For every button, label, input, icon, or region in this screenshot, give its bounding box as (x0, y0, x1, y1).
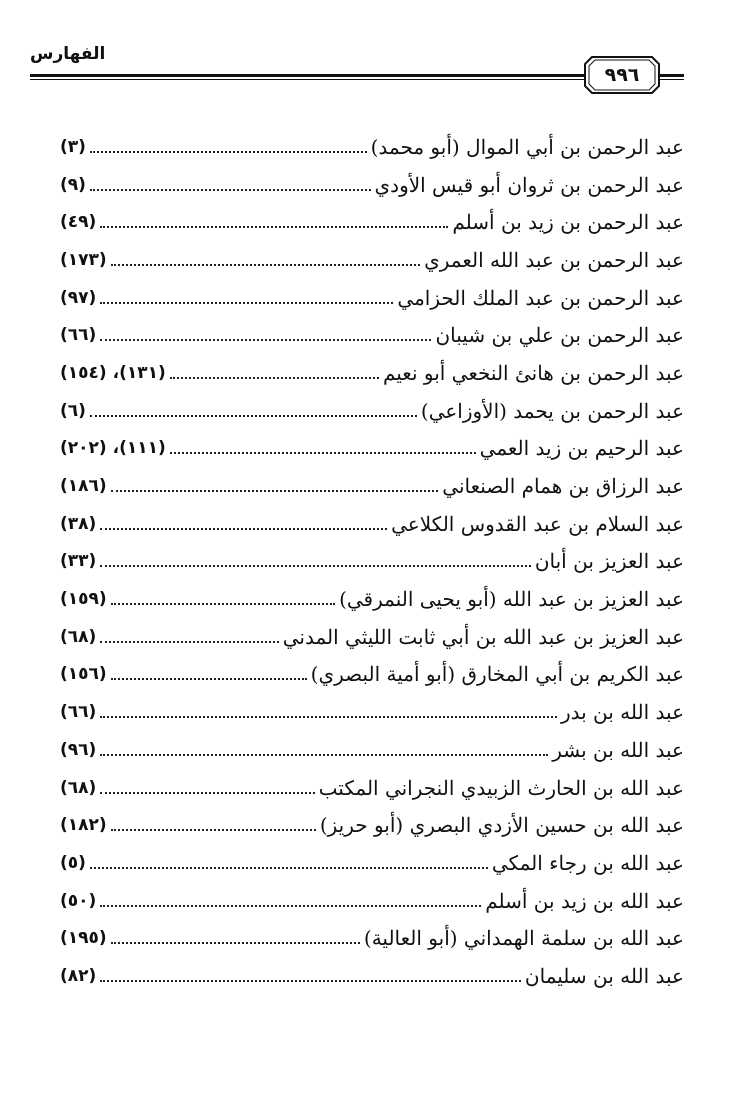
entry-pages: (٦٦) (60, 325, 97, 346)
dot-leader (100, 339, 431, 341)
index-entry (60, 882, 684, 920)
dot-leader (100, 754, 548, 756)
index-entries (60, 128, 684, 995)
entry-pages: (٩) (60, 174, 86, 195)
index-entry (60, 316, 684, 354)
entry-name: عبد الله بن زيد بن أسلم (485, 888, 684, 913)
entry-pages: (٣٣) (60, 551, 97, 572)
index-entry (60, 769, 684, 807)
entry-name: عبد الرحمن بن علي بن شيبان (435, 323, 684, 348)
entry-pages: (٦) (60, 400, 86, 421)
dot-leader (90, 867, 488, 869)
entry-pages: (٩٧) (60, 287, 97, 308)
dot-leader (111, 490, 439, 492)
entry-pages: (٥٠) (60, 890, 97, 911)
entry-name: عبد الرزاق بن همام الصنعاني (442, 474, 684, 499)
entry-pages: (٦٦) (60, 702, 97, 723)
entry-name: عبد الرحمن بن زيد بن أسلم (452, 210, 684, 235)
section-title: الفهارس (30, 44, 106, 64)
entry-name: عبد الله بن الحارث الزبيدي النجراني المكتب (318, 775, 684, 800)
index-entry (60, 957, 684, 995)
entry-pages: (١٨٦) (60, 476, 107, 497)
entry-name: عبد العزيز بن عبد الله (أبو يحيى النمرقي) (339, 587, 684, 612)
index-entry (60, 580, 684, 618)
dot-leader (100, 302, 393, 304)
entry-name: عبد الرحمن بن أبي الموال (أبو محمد) (370, 134, 684, 159)
dot-leader (100, 226, 448, 228)
entry-name: عبد الرحيم بن زيد العمي (479, 436, 684, 461)
entry-pages: (٨٢) (60, 965, 97, 986)
dot-leader (100, 565, 531, 567)
dot-leader (111, 264, 420, 266)
dot-leader (170, 452, 476, 454)
entry-name: عبد الله بن بدر (560, 700, 684, 725)
entry-name: عبد الرحمن بن ثروان أبو قيس الأودي (374, 172, 684, 197)
entry-pages: (٤٩) (60, 212, 97, 233)
entry-name: عبد الله بن سلمة الهمداني (أبو العالية) (363, 926, 684, 951)
entry-name: عبد السلام بن عبد القدوس الكلاعي (391, 511, 684, 536)
page-number: ٩٩٦ (604, 64, 640, 86)
entry-pages: (٦٨) (60, 626, 97, 647)
index-entry (60, 392, 684, 430)
entry-name: عبد الله بن بشر (552, 737, 684, 762)
index-entry (60, 656, 684, 694)
entry-pages: (١١١)، (٢٠٢) (60, 438, 166, 459)
entry-name: عبد الله بن رجاء المكي (491, 850, 684, 875)
index-entry (60, 806, 684, 844)
header-rule-thick (30, 74, 590, 77)
index-entry (60, 731, 684, 769)
header-rule-thin (30, 79, 590, 80)
entry-pages: (١٣١)، (١٥٤) (60, 362, 166, 383)
entry-name: عبد الرحمن بن عبد الملك الحزامي (397, 285, 684, 310)
entry-pages: (١٧٣) (60, 249, 107, 270)
index-entry (60, 241, 684, 279)
entry-pages: (١٥٩) (60, 589, 107, 610)
entry-name: عبد الله بن سليمان (524, 963, 684, 988)
dot-leader (90, 415, 417, 417)
dot-leader (100, 792, 314, 794)
index-entry (60, 467, 684, 505)
entry-name: عبد الرحمن بن يحمد (الأوزاعي) (420, 398, 684, 423)
index-entry (60, 354, 684, 392)
index-entry (60, 279, 684, 317)
index-entry (60, 693, 684, 731)
dot-leader (111, 603, 335, 605)
index-entry (60, 203, 684, 241)
entry-pages: (٣) (60, 136, 86, 157)
entry-pages: (٦٨) (60, 777, 97, 798)
page-header (0, 0, 746, 110)
entry-pages: (٩٦) (60, 739, 97, 760)
entry-pages: (١٩٥) (60, 928, 107, 949)
index-entry (60, 128, 684, 166)
index-entry (60, 505, 684, 543)
entry-name: عبد الله بن حسين الأزدي البصري (أبو حريز) (319, 813, 684, 838)
entry-pages: (٣٨) (60, 513, 97, 534)
entry-name: عبد الرحمن بن هانئ النخعي أبو نعيم (382, 360, 684, 385)
entry-pages: (٥) (60, 852, 86, 873)
index-entry (60, 430, 684, 468)
index-entry (60, 618, 684, 656)
index-entry (60, 543, 684, 581)
entry-name: عبد العزيز بن عبد الله بن أبي ثابت الليثي المدني (282, 624, 684, 649)
dot-leader (100, 641, 278, 643)
header-rule-right-thick (660, 74, 684, 77)
entry-name: عبد الرحمن بن عبد الله العمري (424, 247, 684, 272)
dot-leader (100, 716, 557, 718)
index-entry (60, 919, 684, 957)
dot-leader (111, 678, 307, 680)
entry-pages: (١٨٢) (60, 815, 107, 836)
index-entry (60, 166, 684, 204)
index-entry (60, 844, 684, 882)
dot-leader (100, 905, 481, 907)
dot-leader (111, 942, 360, 944)
dot-leader (90, 151, 367, 153)
entry-pages: (١٥٦) (60, 664, 107, 685)
dot-leader (100, 528, 387, 530)
entry-name: عبد العزيز بن أبان (534, 549, 684, 574)
dot-leader (100, 980, 521, 982)
dot-leader (90, 189, 371, 191)
dot-leader (170, 377, 379, 379)
dot-leader (111, 829, 316, 831)
entry-name: عبد الكريم بن أبي المخارق (أبو أمية البصري) (310, 662, 684, 687)
header-rule-right-thin (660, 79, 684, 80)
